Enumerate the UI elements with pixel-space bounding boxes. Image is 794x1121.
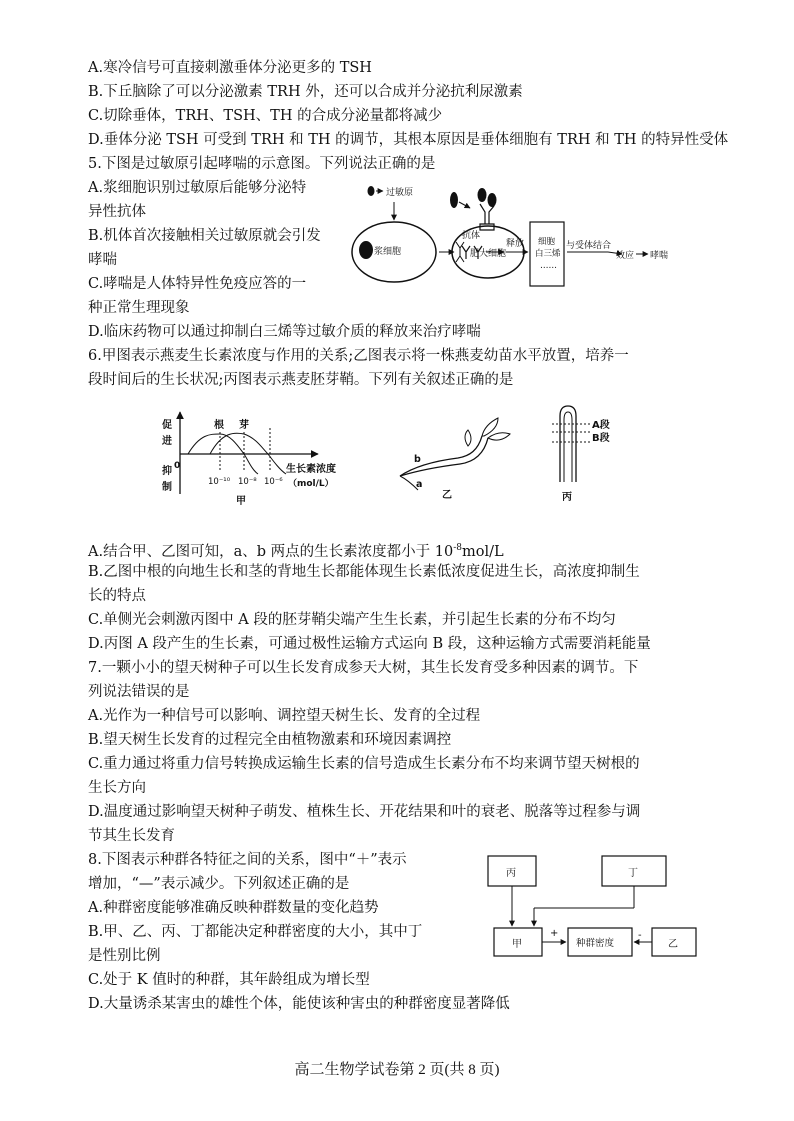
x-axis-label: 生长素浓度 bbox=[286, 464, 336, 475]
fig-bing-caption: 丙 bbox=[562, 492, 572, 503]
population-diagram bbox=[482, 850, 702, 966]
q6-stem-line1: 6.甲图表示燕麦生长素浓度与作用的关系;乙图表示将一株燕麦幼苗水平放置，培养一 bbox=[88, 348, 629, 364]
q4-option-a: A.寒冷信号可直接刺激垂体分泌更多的 TSH bbox=[88, 60, 372, 76]
q7-option-c-line1: C.重力通过将重力信号转换成运输生长素的信号造成生长素分布不均来调节望天树根的 bbox=[88, 756, 640, 772]
q5-option-a-line1: A.浆细胞识别过敏原后能够分泌特 bbox=[88, 180, 307, 196]
q8-option-c: C.处于 K 值时的种群，其年龄组成为增长型 bbox=[88, 972, 370, 988]
q4-option-c: C.切除垂体，TRH、TSH、TH 的合成分泌量都将减少 bbox=[88, 108, 443, 124]
plus-sign: + bbox=[550, 928, 559, 939]
allergen-dot bbox=[450, 192, 458, 208]
box-bing-label: 丙 bbox=[506, 868, 516, 879]
q6-option-a: A.结合甲、乙图可知，a、b 两点的生长素浓度都小于 $10^{-8}mol/L$ bbox=[88, 543, 504, 560]
promote-label-2: 进 bbox=[162, 436, 172, 447]
minus-sign: - bbox=[638, 930, 642, 941]
q7-option-c-line2: 生长方向 bbox=[88, 780, 146, 796]
fig-jia-caption: 甲 bbox=[236, 496, 246, 507]
release-label: 释放 bbox=[506, 239, 525, 249]
tick-3: 10⁻⁶ bbox=[264, 477, 283, 487]
leaf-icon bbox=[488, 433, 510, 440]
promote-label-1: 促 bbox=[162, 420, 172, 431]
q7-option-d-line2: 节其生长发育 bbox=[88, 828, 175, 844]
x-axis-unit: （mol/L） bbox=[288, 479, 334, 489]
leaf-icon bbox=[482, 418, 498, 436]
q5-option-d: D.临床药物可以通过抑制白三烯等过敏介质的释放来治疗哮喘 bbox=[88, 324, 481, 340]
q5-option-b-line2: 哮喘 bbox=[88, 252, 117, 268]
q4-option-b: B.下丘脑除了可以分泌激素 TRH 外，还可以合成并分泌抗利尿激素 bbox=[88, 84, 523, 100]
bud-label: 芽 bbox=[239, 420, 249, 431]
allergen-dot bbox=[368, 186, 375, 196]
tick-2: 10⁻⁸ bbox=[238, 477, 257, 487]
segment-b-label: B段 bbox=[592, 433, 610, 444]
box-jia-label: 甲 bbox=[512, 939, 522, 950]
q6-option-c: C.单侧光会刺激丙图中 A 段的胚芽鞘尖端产生生长素，并引起生长素的分布不均匀 bbox=[88, 612, 616, 628]
q6-option-b-line1: B.乙图中根的向地生长和茎的背地生长都能体现生长素低浓度促进生长，高浓度抑制生 bbox=[88, 564, 640, 580]
bind-label: 与受体结合 bbox=[566, 241, 612, 251]
segment-a-label: A段 bbox=[592, 420, 610, 431]
q7-line: 7.一颗小小的望天树种子可以生长发育成参天大树，其生长发育受多种因素的调节。下 bbox=[88, 660, 639, 676]
plasma-cell-label: 浆细胞 bbox=[374, 247, 402, 257]
q8-option-d: D.大量诱杀某害虫的雄性个体，能使该种害虫的种群密度显著降低 bbox=[88, 996, 510, 1012]
coleoptile-figure bbox=[540, 402, 630, 504]
effect-label: 效应 bbox=[616, 251, 635, 261]
q5-option-c-line1: C.哮喘是人体特异性免疫应答的一 bbox=[88, 276, 307, 292]
q7-line: 列说法错误的是 bbox=[88, 684, 190, 700]
antibody-icon bbox=[462, 246, 470, 259]
root-label: 根 bbox=[214, 420, 224, 431]
coleoptile-outline bbox=[560, 406, 576, 482]
allergy-diagram bbox=[346, 180, 706, 310]
q8-option-b-line2: 是性别比例 bbox=[88, 948, 161, 964]
q7-option-a: A.光作为一种信号可以影响、调控望天树生长、发育的全过程 bbox=[88, 708, 481, 724]
box-density-label: 种群密度 bbox=[576, 938, 615, 949]
inhibit-label-2: 制 bbox=[162, 482, 172, 493]
q8-stem-line2: 增加，“—”表示减少。下列叙述正确的是 bbox=[88, 876, 350, 892]
fig-yi-caption: 乙 bbox=[442, 490, 452, 500]
point-b-label: b bbox=[414, 454, 421, 465]
seedling-figure bbox=[394, 408, 514, 500]
page-footer: 高二生物学试卷第 2 页(共 8 页) bbox=[294, 1062, 500, 1078]
box-yi-label: 乙 bbox=[668, 939, 678, 950]
asthma-label: 哮喘 bbox=[650, 251, 669, 261]
q8-stem-line1: 8.下图表示种群各特征之间的关系，图中“＋”表示 bbox=[88, 852, 407, 868]
q7-option-d-line1: D.温度通过影响望天树种子萌发、植株生长、开花结果和叶的衰老、脱落等过程参与调 bbox=[88, 804, 641, 820]
q6-option-d: D.丙图 A 段产生的生长素，可通过极性运输方式运向 B 段，这种运输方式需要消耗能量 bbox=[88, 636, 651, 652]
origin-label: 0 bbox=[174, 461, 181, 471]
q5-option-c-line2: 种正常生理现象 bbox=[88, 300, 190, 316]
leukotriene-line2: 白三烯 bbox=[535, 249, 561, 259]
q4-option-d: D.垂体分泌 TSH 可受到 TRH 和 TH 的调节，其根本原因是垂体细胞有 TRH 和 TH 的特异性受体 bbox=[88, 132, 729, 148]
q5-stem: 5.下图是过敏原引起哮喘的示意图。下列说法正确的是 bbox=[88, 156, 436, 172]
q6-stem-line2: 段时间后的生长状况;丙图表示燕麦胚芽鞘。下列有关叙述正确的是 bbox=[88, 372, 514, 388]
leukotriene-line3: …… bbox=[540, 261, 557, 271]
mast-cell-label: 肥大细胞 bbox=[470, 249, 507, 259]
auxin-curve-figure bbox=[158, 406, 388, 510]
q5-option-b-line1: B.机体首次接触相关过敏原就会引发 bbox=[88, 228, 321, 244]
q7-option-b: B.望天树生长发育的过程完全由植物激素和环境因素调控 bbox=[88, 732, 452, 748]
q8-option-b-line1: B.甲、乙、丙、丁都能决定种群密度的大小，其中丁 bbox=[88, 924, 423, 940]
allergen-label: 过敏原 bbox=[386, 188, 414, 198]
point-a-label: a bbox=[416, 479, 423, 490]
q6-option-b-line2: 长的特点 bbox=[88, 588, 146, 604]
leukotriene-line1: 细胞 bbox=[538, 237, 556, 247]
tick-1: 10⁻¹⁰ bbox=[208, 477, 231, 487]
antibody-label: 抗体 bbox=[462, 231, 481, 241]
box-ding-label: 丁 bbox=[628, 868, 638, 879]
q8-option-a: A.种群密度能够准确反映种群数量的变化趋势 bbox=[88, 900, 379, 916]
inhibit-label-1: 抑 bbox=[162, 466, 172, 477]
q5-option-a-line2: 异性抗体 bbox=[88, 204, 146, 220]
leaf-icon bbox=[465, 430, 471, 446]
